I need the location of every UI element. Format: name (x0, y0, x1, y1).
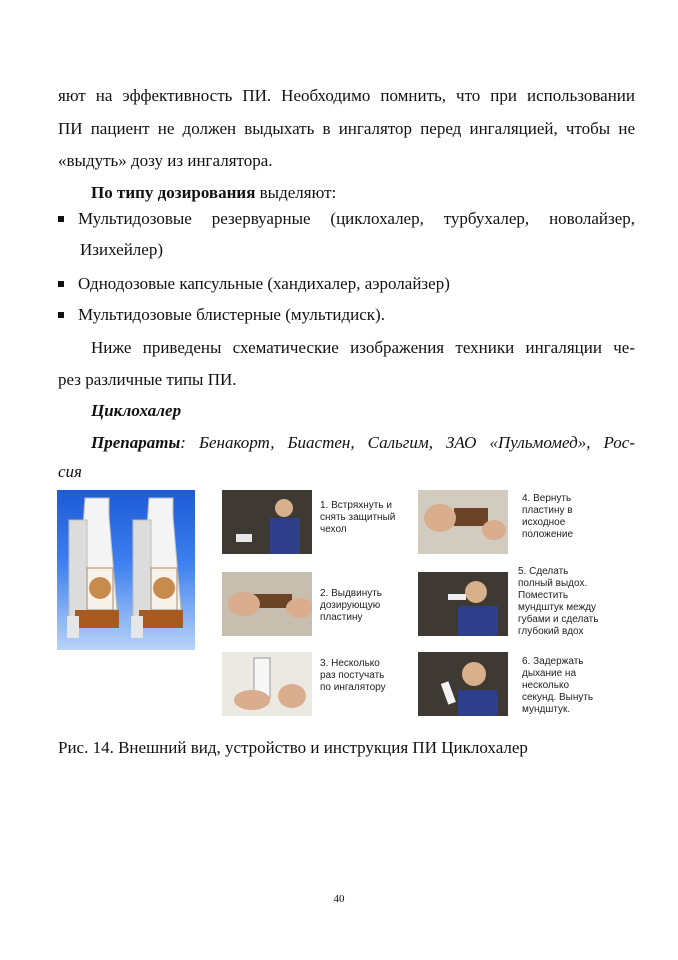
preparations-line (91, 433, 635, 453)
body-line: Ниже приведены схематические изображения техники ингаляции че- (91, 338, 635, 357)
dosing-heading: По типу дозирования (91, 183, 256, 202)
bullet-item-continued: Изихейлер) (80, 240, 163, 259)
figure-caption: Рис. 14. Внешний вид, устройство и инструкция ПИ Циклохалер (58, 738, 528, 757)
step-caption-2: 2. Выдвинуть дозирующую пластину (320, 588, 383, 623)
step-caption-5: 5. Сделать полный выдох. Поместить мундштук между губами и сделать глубокий вдох (518, 566, 599, 637)
step-caption-1: 1. Встряхнуть и снять защитный чехол (320, 500, 396, 535)
step-caption-3: 3. Несколько раз постучать по ингалятору (320, 658, 386, 693)
step-photo-2 (222, 572, 312, 636)
section-title: Циклохалер (91, 401, 182, 420)
step-photo-3 (222, 652, 312, 716)
step-photo-1 (222, 490, 312, 554)
bullet-item: Мультидозовые резервуарные (циклохалер, турбухалер, новолайзер, (78, 209, 635, 228)
step-caption-4: 4. Вернуть пластину в исходное положение (522, 493, 574, 540)
body-line: рез различные типы ПИ. (58, 370, 237, 389)
dosing-heading-tail: выделяют: (255, 183, 337, 202)
bullet-marker (58, 281, 64, 287)
inhaler-product-photo (57, 490, 195, 650)
bullet-marker (58, 312, 64, 318)
body-line: «выдуть» дозу из ингалятора. (58, 151, 273, 170)
step-photo-4 (418, 490, 508, 554)
bullet-item: Мультидозовые блистерные (мультидиск). (78, 305, 385, 324)
bullet-marker (58, 216, 64, 222)
step-photo-5 (418, 572, 508, 636)
dosing-heading-line (91, 183, 336, 203)
bullet-item: Однодозовые капсульные (хандихалер, аэролайзер) (78, 274, 450, 293)
preparations-list: : Бенакорт, Биастен, Сальгим, ЗАО «Пульмомед», Рос- (180, 433, 635, 452)
preparations-label: Препараты (91, 433, 181, 452)
step-caption-6: 6. Задержать дыхание на несколько секунд. Вынуть мундштук. (522, 656, 594, 715)
step-photo-6 (418, 652, 508, 716)
body-line: яют на эффективность ПИ. Необходимо помнить, что при использовании (58, 86, 635, 105)
body-line: ПИ пациент не должен выдыхать в ингалятор перед ингаляцией, чтобы не (58, 119, 635, 138)
page-number: 40 (333, 893, 345, 905)
preparations-line-continued: сия (58, 462, 82, 481)
